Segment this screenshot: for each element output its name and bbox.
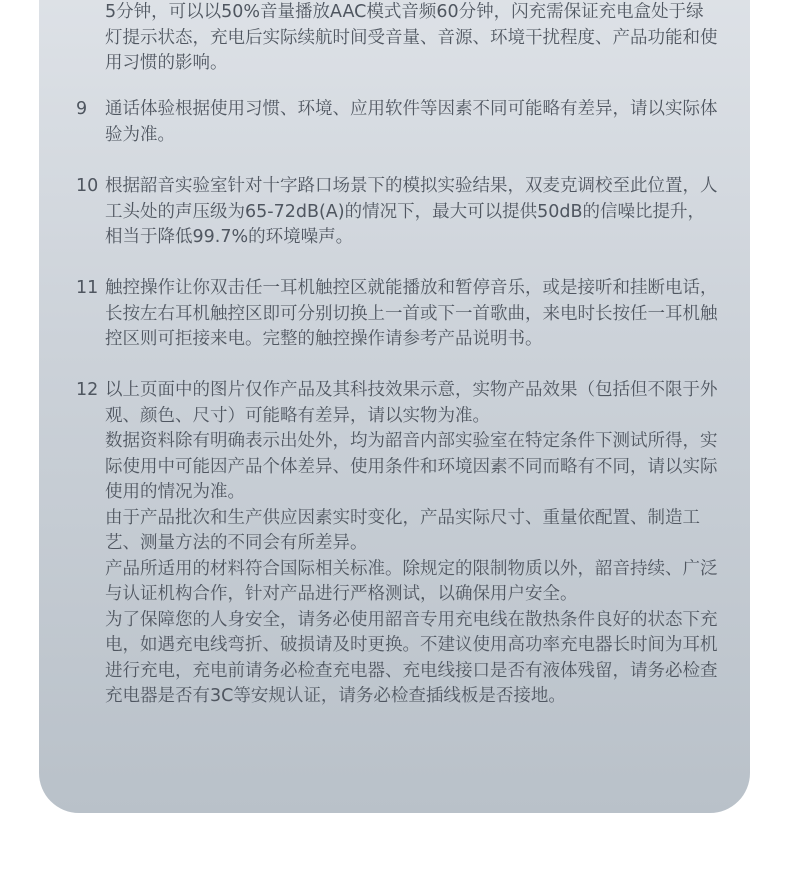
note-paragraph: 触控操作让你双击任一耳机触控区就能播放和暂停音乐，或是接听和挂断电话，长按左右耳机触控区即可分别切换上一首或下一首歌曲，来电时长按任一耳机触控区则可拒接来电。完整的触控操作请参考产品说明书。	[105, 278, 718, 349]
note-body	[105, 97, 721, 148]
note-paragraph: 通话体验根据使用习惯、环境、应用软件等因素不同可能略有差异，请以实际体验为准。	[105, 99, 718, 145]
note-paragraph: 5分钟，可以以50%音量播放AAC模式音频60分钟，闪充需保证充电盒处于绿灯提示状态，充电后实际续航时间受音量、音源、环境干扰程度、产品功能和使用习惯的影响。	[105, 2, 718, 73]
note-8-continuation	[105, 0, 721, 77]
note-number: 12	[76, 380, 99, 400]
note-number: 11	[76, 278, 99, 298]
note-paragraph: 为了保障您的人身安全，请务必使用韶音专用充电线在散热条件良好的状态下充电，如遇充电线弯折、破损请及时更换。不建议使用高功率充电器长时间为耳机进行充电，充电前请务必检查充电器、充电线接口是否有液体残留，请务必检查充电器是否有3C等安规认证，请务必检查插线板是否接地。	[105, 609, 718, 706]
note-body	[105, 174, 721, 251]
note-paragraph: 产品所适用的材料符合国际相关标准。除规定的限制物质以外，韶音持续、广泛与认证机构合作，针对产品进行严格测试，以确保用户安全。	[105, 558, 718, 604]
note-body	[105, 378, 721, 710]
note-body	[105, 276, 721, 353]
note-paragraph: 数据资料除有明确表示出处外，均为韶音内部实验室在特定条件下测试所得，实际使用中可能因产品个体差异、使用条件和环境因素不同而略有不同，请以实际使用的情况为准。	[105, 431, 718, 502]
note-number: 10	[76, 176, 99, 196]
note-number: 9	[76, 99, 88, 119]
note-paragraph: 以上页面中的图片仅作产品及其科技效果示意，实物产品效果（包括但不限于外观、颜色、尺寸）可能略有差异，请以实物为准。	[105, 380, 718, 426]
note-paragraph: 由于产品批次和生产供应因素实时变化，产品实际尺寸、重量依配置、制造工艺、测量方法的不同会有所差异。	[105, 507, 700, 553]
note-paragraph: 根据韶音实验室针对十字路口场景下的模拟实验结果，双麦克调校至此位置，人工头处的声压级为65-72dB(A)的情况下，最大可以提供50dB的信噪比提升，相当于降低99.7%的环境噪声。	[105, 176, 718, 247]
notes-card	[39, 0, 750, 813]
